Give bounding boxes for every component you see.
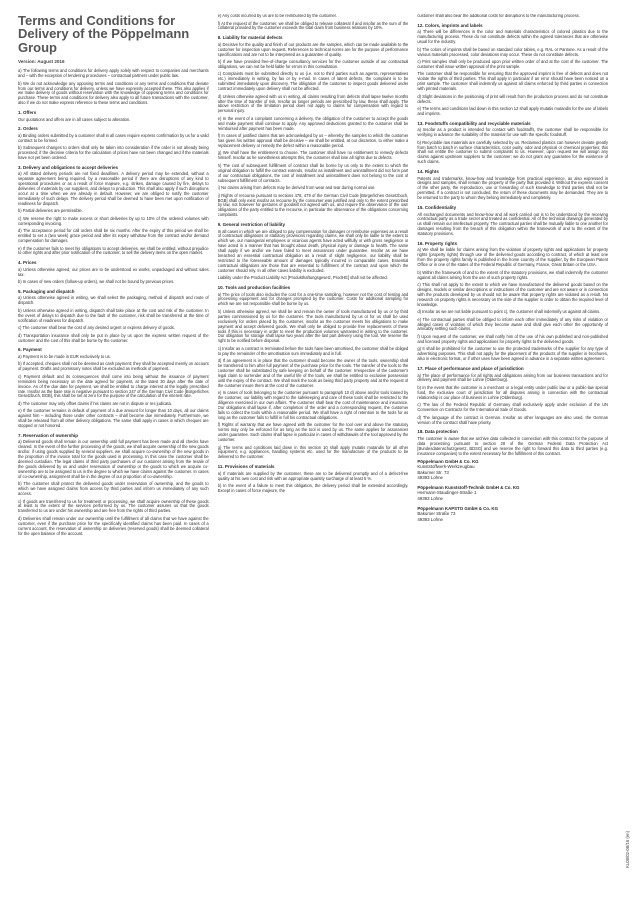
company-name: Pöppelmann GmbH & Co. KG [417, 459, 479, 465]
clause-paragraph: a) If materials are supplied by the customer, these are to be delivered promptly and of a defect-free quality at his own cost and risk with an appropriate quantity surcharge of at least 5 %. [217, 470, 409, 481]
address-line: 49393 Lohne [417, 474, 443, 480]
clause-paragraph: b) Recyclable raw materials are carefully selected by us. Reclaimed plastics can however deviate greatly from batch to batch in surface characteristics, color purity, odor and physical or chemical properties; this shall not entitle the customer to submit complaints to us. However, upon request we will assign any claims against upstream suppliers to the customer; we do not grant any guarantee for the existence of such claims. [417, 139, 609, 165]
clause-paragraph: customer shall also bear the additional costs for disruptions to the manufacturing process. [417, 14, 580, 18]
company-name: Pöppelmann KAPSTO GmbH & Co. KG [417, 506, 499, 512]
clause-paragraph: d) If an agreement is in place that the customer should become the owner of the tools, ownership shall be transferred to him after full payment of the purchase price for the tools. The transfer of the tools to the customer shall be substituted by safe keeping on behalf of the customer. Irrespective of the customer's legal claim to surrender and of the useful life of the tools, we shall be entitled to exclusive possession until the expiry of the contract. We shall mark the tools as being third party property and at the request of the customer insure them at the cost of the customer. [217, 358, 409, 388]
section-heading: 4. Prices [18, 260, 37, 266]
clause-paragraph: f) Rights of warranty that we have agreed with the customer for the tool over and above the statutory norms may only be enforced for as long as the tool is used by us. The same applies for assurances under guarantee. Such claims shall lapse in particular in cases of withdrawals of the tool approved by the customer. [217, 422, 409, 443]
clause-paragraph: e) If the customer fails to meet his obligations to accept deliveries, we shall be entitled, without prejudice to other rights and after prior notification of the customer, to sell the delivery items on the open market. [18, 245, 209, 256]
column-3 [417, 14, 608, 884]
terms-document [18, 14, 608, 884]
clause-paragraph: c) The law of the Federal Republic of Germany shall exclusively apply under exclusion of the UN Convention on Contracts for the International Sale of Goods. [417, 402, 609, 413]
clause-paragraph: a) The place of performance for all rights and obligations arising from our business transactions and for delivery and payment shall be Lohne (Oldenburg). [417, 372, 609, 383]
clause-paragraph: g) The terms and conditions laid down in this section 10 shall apply mutatis mutandis for all other equipment, e.g. appliances, handling systems etc. used for the manufacture of the products to be delivered to the customer. [217, 444, 409, 460]
clause-paragraph: j) Rights of recourse pursuant to sections 478, 479 of the German Civil Code [Bürgerliches Gesetzbuch, BGB] shall only exist insofar as recourse by the consumer was justified and only to the extent prescribed by law, not however for gestures of goodwill not agreed with us, and require the observance of the own obligations of the party entitled to the recourse, in particular the observance of the obligations concerning complaints. [217, 192, 409, 218]
clause-paragraph: e) If the customer remains in default of payment of a due amount for longer than 10 days, all our claims against him – including those under other contracts – shall become due immediately. Furthermore, we shall be released from all other delivery obligations. The same shall apply in cases in which cheques are stopped or not honored. [18, 408, 209, 429]
clause-paragraph: b) In the event that the customer is a merchant or a legal entity under public law or a public-law special fund, the exclusive court of jurisdiction for all disputes arising in connection with the contractual relationship is our place of business in Lohne (Oldenburg). [417, 384, 609, 400]
company-address [417, 506, 608, 522]
company-address [417, 485, 608, 501]
document-title: Terms and Conditions for Delivery of the Pöppelmann Group [18, 14, 190, 55]
section-heading: 1. Offers [18, 110, 37, 116]
clause-paragraph: The customer shall be responsible for ensuring that the approved imprint is free of defects and does not violate the rights of third parties. This shall apply in particular if an error should have been noticed on a print sample. The customer shall indemnify us against all claims enforced by third parties in connection with printed materials. [417, 71, 609, 92]
clause-paragraph: a) Delivered goods shall remain in our ownership until full payment has been made and all checks have cleared. In the event of the further processing of the goods, we shall acquire ownership of the new goods and/or, if using goods supplied by several suppliers, we shall acquire co-ownership of the new goods in the proportion of the invoice total for the goods used in processing. In this case the customer shall be deemed custodian. The legal claims of third party purchasers of our customer arising from the resale of the goods delivered by us and under reservation of ownership or the goods to which we acquire co-ownership are to be assigned to us in the degree to which we have claims against the customer. In cases of co-ownership, assignment shall be in the degree of our proportion of co-ownership. [18, 439, 209, 479]
clause-paragraph: b) In the event of a failure to meet this obligation, the delivery period shall be extended accordingly. Except in cases of force majeure, the [217, 483, 409, 493]
section-heading: 8. Liability for material defects [217, 35, 283, 41]
clause-paragraph: e) The terms and conditions laid down in this section 12 shall apply mutatis mutandis for the use of labels and imprints. [417, 106, 609, 116]
address-line: 49393 Lohne [417, 495, 443, 501]
section-heading: 7. Reservation of ownership [18, 433, 79, 439]
clause-paragraph: e) In cases of tools belonging to the customer pursuant to paragraph 10 d) above and/or tools loaned by the customer, our liability with regard to the safekeeping and care of these tools shall be restricted to the diligence exercised in our own affairs. The customer shall bear the cost of maintenance and insurance. Our obligations shall lapse if, after completion of the order and a corresponding request, the customer fails to collect the tools within a reasonable period. We shall have a right of retention to the tools for as long as the customer fails to fulfill in full his contractual obligations. [217, 390, 409, 420]
clause-paragraph: f) At the request of the customer, we shall be obliged to release collateral if and insofar as the sum of the collateral provided by the customer exceeds the total claim from business relations by 10%. [217, 20, 409, 31]
clause-paragraph: d) Transportation insurance shall only be put in place by us upon the express written request of the customer and the cost of this shall be borne by the customer. [18, 332, 209, 343]
clause-paragraph: c) If goods are transferred to us for treatment or processing, we shall acquire ownership of these goods at least to the extent of the services performed by us. The customer assures us that the goods transferred to us are under his ownership and are free from the rights of third parties. [18, 498, 209, 514]
company-name: Pöppelmann Kunststoff-Technik GmbH & Co. KG [417, 485, 520, 491]
address-line: 49393 Lohne [417, 516, 443, 522]
clause-paragraph: e) Any costs incurred by us are to be reimbursed by the customer. [217, 14, 337, 18]
clause-paragraph: c) This shall not apply to the extent to which we have manufactured the delivered goods based on the designs, models or similar descriptions or instructions of the customer and are not aware or in connection with the products developed by us should not be aware that property rights are violated as a result. No research on property rights is necessary on the side of the supplier in order to obtain the required level of knowledge. [417, 282, 609, 307]
clause-paragraph: a) Decisive for the quality and finish of our products are the samples, which can be made available to the customer for inspection upon request. References to technical norms are for the purpose of performance specifications and are not to be interpreted as a guarantee of quality. [217, 41, 409, 57]
clause-paragraph: In all cases in which we are obliged to pay compensation for damages or reimburse expenses as a result of contractual obligations or statutory provisions regarding claims, we shall only be liable to the extent to which we, our managerial employees or vicarious agents have acted willfully or with gross negligence or have acted in a manner that has brought about death, physical injury or damage to health. The same shall apply if we and/or we have failed to meet assurances under guarantee. Insofar as we have breached an essential contractual obligation as a result of slight negligence, our liability shall be restricted to the foreseeable amount of damages typically incurred in comparable cases. Essential contractual obligations are those that are essential to fulfillment of the contract and upon which the customer should rely. In all other cases liability is excluded. [217, 228, 409, 273]
clause-paragraph: c) Insofar as a contract is terminated before the tools have been amortised, the customer shall be obliged to pay the remainder of the amortisation sum immediately and in full. [217, 345, 409, 356]
clause-paragraph: c) The customer shall bear the cost of any desired urgent or express delivery of goods. [18, 325, 175, 331]
clause-paragraph: d) The customer may only offset claims if his claims are not in dispute or res judicata. [18, 400, 172, 406]
clause-paragraph: b) The customer shall protect the delivered goods under reservation of ownership, and the goods to which we have assigned claims from access by third parties and inform us immediately of any such access. [18, 481, 209, 497]
clause-paragraph: e) The contractual parties shall be obliged to inform each other immediately of any risks of violation or alleged cases of violation of which they become aware and shall give each other the opportunity of amicably settling such claims. [417, 316, 609, 332]
clause-paragraph: i) No claims arising from defects may be derived from wear and tear during normal use. [217, 185, 376, 191]
clause-paragraph: a) The following terms and conditions for delivery apply solely with respect to companies and merchants and – with the exception of tendering procedures – contractual partners under public law. [18, 68, 209, 79]
section-heading: 10. Tools and production facilities [217, 285, 291, 291]
address-line: Bakumer Straße 73 [417, 511, 456, 517]
clause-paragraph: b) If accepted, cheques shall not be deemed as cash payment; they shall be accepted merely on account of payment. Drafts and promissory notes shall be excluded as methods of payment. [18, 361, 209, 372]
clause-paragraph: a) There will be differences in the color and materials characteristics of colored plastics due to the manufacturing process. These do not constitute defects within the agreed tolerances that are otherwise usual for the industry. [417, 29, 609, 45]
document-version: Version: August 2016 [18, 58, 65, 64]
section-heading: 16. Property rights [417, 241, 458, 247]
section-heading: 12. Colors, imprints and labels [417, 22, 483, 28]
clause-paragraph: b) We do not acknowledge any opposing terms and conditions or any terms and conditions that deviate from our terms and conditions for delivery, unless we have expressly accepted these. This also applies if we make delivery of goods without reservation with the knowledge of opposing terms and conditions for purchase. These terms and conditions for delivery also apply to all future transactions with the customer, also if we do not make express reference to these terms and conditions. [18, 80, 209, 106]
clause-paragraph: a) Insofar as a product is intended for contact with foodstuffs, the customer shall be responsible for verifying in advance the suitability of the material for use with the specific foodstuff. [417, 127, 609, 138]
section-heading: 2. Orders [18, 126, 38, 132]
section-heading: 17. Place of performance and place of jurisdiction [417, 366, 524, 372]
address-line: Kunststoffwerk-Werkzeugbau [417, 464, 475, 470]
address-line: Hermann-Staudinger-Straße 1 [417, 490, 477, 496]
clause-paragraph: d) The language of the contract is German. Insofar as other languages are also used, the German version of the contract shall have priority. [417, 414, 609, 425]
clause-paragraph: b) If we have provided free-of-charge consultancy services for the customer outside of our contractual obligations, we can not be held liable for errors in this consultation. [217, 59, 409, 69]
section-heading: 6. Payment [18, 347, 42, 353]
company-address [417, 459, 608, 480]
clause-paragraph: c) We reserve the right to make excess or short deliveries by up to 10% of the ordered volumes with corresponding invoicing. [18, 215, 209, 226]
clause-paragraph: d) Deliveries shall remain under our ownership until the fulfillment of all claims that we have against the customer, even if the purchase price for the specifically identified claims has been paid. In cases of a current account, the reservation of ownership on deliveries (reserved goods) shall be deemed collateral for the open balance of the account. [18, 515, 209, 536]
clause-paragraph: d) Insofar as we are not liable pursuant to point c), the customer shall indemnify us against all claims. [417, 309, 601, 315]
clause-paragraph: d) Unless otherwise agreed with us in writing, all claims resulting from defects shall lapse twelve months after the time of transfer of risk. Insofar as longer periods are prescribed by law, these shall apply. The above restriction of the limitation period does not apply to claims for compensation with regard to personal injury. [217, 93, 409, 114]
clause-paragraph: b) In cases of new orders (follow-up orders), we shall not be bound by previous prices. [18, 279, 175, 285]
clause-paragraph: b) Unless otherwise agreed, we shall be and remain the owner of tools manufactured by us or by third parties commissioned by us for the customer. The tools manufactured by us or for us shall be used exclusively for orders placed by the customer, insofar as the customer meets his obligations to make payment and accept delivered goods. We shall only be obliged to provide free replacements of these tools if this is necessary in order to meet the production volumes warranted in writing to the customer. Our obligation for storage shall lapse two years after the last part delivery using the tool. We reserve the right to be notified before disposal. [217, 308, 409, 344]
clause-paragraph: f) In cases of justified claims that are acknowledged by us – whereby the samples to which the customer has given his written approval shall be decisive – we shall be entitled, at our discretion, to either make a replacement delivery or remedy the defect within a reasonable period. [217, 133, 409, 148]
section-heading: 14. Rights [417, 169, 439, 175]
clause-paragraph: b) Subsequent changes to orders shall only be taken into consideration if the order is not already being processed; if the decisive criteria for the calculation of prices have not been changed and if the materials have not yet been ordered. [18, 145, 209, 161]
clause-paragraph: a) All stated delivery periods are not fixed deadlines. A delivery period may be extended, without a separate agreement being required, by a reasonable period if there are disruptions of any kind to operational procedures or as a result of force majeure, e.g. strikes, damage caused by fire, delays to deliveries of materials by our suppliers, and delays to production. This shall also apply if such disruptions occur at a time when we are already in default. However, we are obliged to notify the customer immediately of such delays. The delivery period shall be deemed to have been met upon notification of readiness for dispatch. [18, 171, 209, 206]
clause-paragraph: a) Unless otherwise agreed in writing, we shall select the packaging, method of dispatch and route of dispatch. [18, 295, 209, 306]
clause-paragraph: Our quotations and offers are in all cases subject to alteration. [18, 116, 131, 122]
clause-paragraph: b) Within the framework of and to the extent of the statutory provisions, we shall indemnify the customer against all claims arising from the use of such property rights. [417, 269, 609, 280]
clause-paragraph: a) Unless otherwise agreed, our prices are to be understood ex works, unpackaged and without sales tax. [18, 266, 209, 277]
clause-paragraph: b) Unless otherwise agreed in writing, dispatch shall take place at the cost and risk of the customer. In the event of delays to dispatch due to the fault of the customer, risk shall be transferred at the time of notification of readiness for dispatch. [18, 307, 209, 323]
section-heading: 13. Foodstuffs compatibility and recyclable materials [417, 120, 531, 126]
column-1 [18, 14, 209, 884]
clause-paragraph: The customer is aware that we archive data collected in connection with this contract for the purpose of data processing pursuant to section 28 of the German Federal Data Protection Act [Bundesdatenschutzgesetz, BDSG] and we reserve the right to forward this data to third parties (e.g. insurance companies) to the extent necessary for the fulfillment of this contract. [417, 435, 609, 456]
address-line: Bakumer Str. 73 [417, 469, 449, 475]
clause-paragraph: a) Binding orders submitted by a customer shall in all cases require express confirmation by us for a valid contract to be formed. [18, 132, 209, 143]
clause-paragraph: d) The acceptance period for call orders shall be six months. After the expiry of this period we shall be entitled to set a (two week) grace period and after its expiry withdraw from the contract and/or demand compensation for damages. [18, 228, 209, 244]
section-heading: 15. Confidentiality [417, 205, 457, 211]
clause-paragraph: Liability under the Product Liability Act [Produkthaftungsgesetz, ProdHG] shall not be affected. [217, 275, 388, 281]
clause-paragraph: h) The cost of subsequent fulfillment of contract shall be borne by us only to the extent to which the original obligation to fulfill the contract extends. Insofar as installment and uninstallment did not form part of our contractual obligations, the cost of installment and uninstallment does not belong to the cost of subsequent fulfillment of contracts. [217, 162, 409, 183]
clause-paragraph: e) In the event of a complaint concerning a delivery, the obligation of the customer to accept the goods and make payment shall continue to apply. Any approved deductions granted to the customer shall be reimbursed after payment has been made. [217, 115, 409, 131]
section-heading: 11. Provisions of materials [217, 464, 275, 470]
section-heading: 18. Data protection [417, 429, 458, 435]
column-3-body [417, 14, 608, 522]
clause-paragraph: Patents and trademarks, know-how and knowledge from practical experience, as also expressed in designs and samples, shall remain the property of the party that provided it. Without the express consent of the other party, the reproduction, use or forwarding of such knowledge to third parties shall not be permitted. If a contract is not concluded, the return of these documents may be demanded. They are to be returned to the party to whom they belong immediately and completely. [417, 175, 609, 201]
clause-paragraph: a) Payment is to be made in EUR exclusively to us. [18, 353, 111, 359]
clause-paragraph: b) The colors of imprints shall be based on standard color tables, e.g. RAL or Pantone. As a result of the various materials processed, color deviations may occur. These do not constitute defects. [417, 46, 609, 57]
clause-paragraph: f) Upon request of the customer, we shall notify him of the use of his own published and non-published and licensed property rights and applications for property rights to the delivered goods. [417, 333, 609, 344]
clause-paragraph: All exchanged documents and know-how and all work carried out is to be understood by the receiving contractual party as a trade secret and treated as confidential. All of the technical drawings generated by us shall remain our intellectual property. The contractual parties shall be mutually liable to one another for damages resulting from the breach of this obligation within the framework of and to the extent of the statutory provisions. [417, 211, 609, 237]
clause-paragraph: c) Payment default and its consequences shall come into being without the issuance of payment reminders being necessary on the date agreed for payment, at the latest 30 days after the date of invoice. As of the due date for payment, we shall be entitled to charge interest at the legally prescribed rate. Insofar as the base rate is negative pursuant to section 247 of the German Civil Code [Bürgerliches Gesetzbuch, BGB], this shall be set at zero for the purpose of the calculation of the interest rate. [18, 373, 209, 399]
clause-paragraph: c) Complaints must be submitted directly to us (i.e. not to third parties such as agents, representatives etc.) immediately in writing, by fax or by e-mail. In cases of latent defects, the complaint is to be submitted immediately upon discovery. The obligation of the customer to inspect goods delivered under contract immediately upon delivery shall not be affected. [217, 71, 409, 92]
section-heading: 3. Delivery and obligations to accept deliveries [18, 165, 119, 170]
clause-paragraph: c) Print samples shall only be produced upon prior written order of and at the cost of the customer. The customer shall issue written approval of the print sample. [417, 59, 609, 69]
clause-paragraph: a) We shall be liable for claims arising from the violation of property rights and applications for property rights (property rights) through use of the delivered goods according to contract, of which at least one from the property rights family is published in the home country of the supplier, by the European Patent Office or in one of the states of the Federal Republic of Germany, France, Great Britain or the USA. [417, 247, 609, 268]
clause-paragraph: d) Slight deviations in the positioning of print will result from the production process and do not constitute defects. [417, 93, 609, 104]
column-1-body [18, 69, 209, 536]
section-heading: 9. General restriction of liability [217, 222, 285, 228]
clause-paragraph: g) It shall be prohibited for the customer to use the protected trademarks of the supplier for any type of advertising purposes. This shall not apply for the placement of the products of the supplier in brochures, also in electronic format, or if other uses have been agreed in advance in a separate written agreement. [417, 346, 609, 362]
clause-paragraph: b) Partial deliveries are permissible. [18, 208, 83, 214]
column-2-body [218, 14, 409, 494]
section-heading: 5. Packaging and dispatch [18, 289, 75, 295]
document-reference: KL08/02-08/16 (en) [625, 830, 630, 868]
clause-paragraph: a) The price of tools also includes the cost for a one-time sampling, however not the cost of testing and processing equipment and for changes prompted by the customer. Costs for additional sampling for which we are not responsible shall be borne by us. [217, 291, 409, 307]
column-2 [218, 14, 409, 884]
clause-paragraph: g) We shall have the entitlement to choose. The customer shall have no entitlement to remedy defects himself. Insofar as he nonetheless attempts this, the customer shall lose all rights due to defects. [217, 150, 409, 161]
